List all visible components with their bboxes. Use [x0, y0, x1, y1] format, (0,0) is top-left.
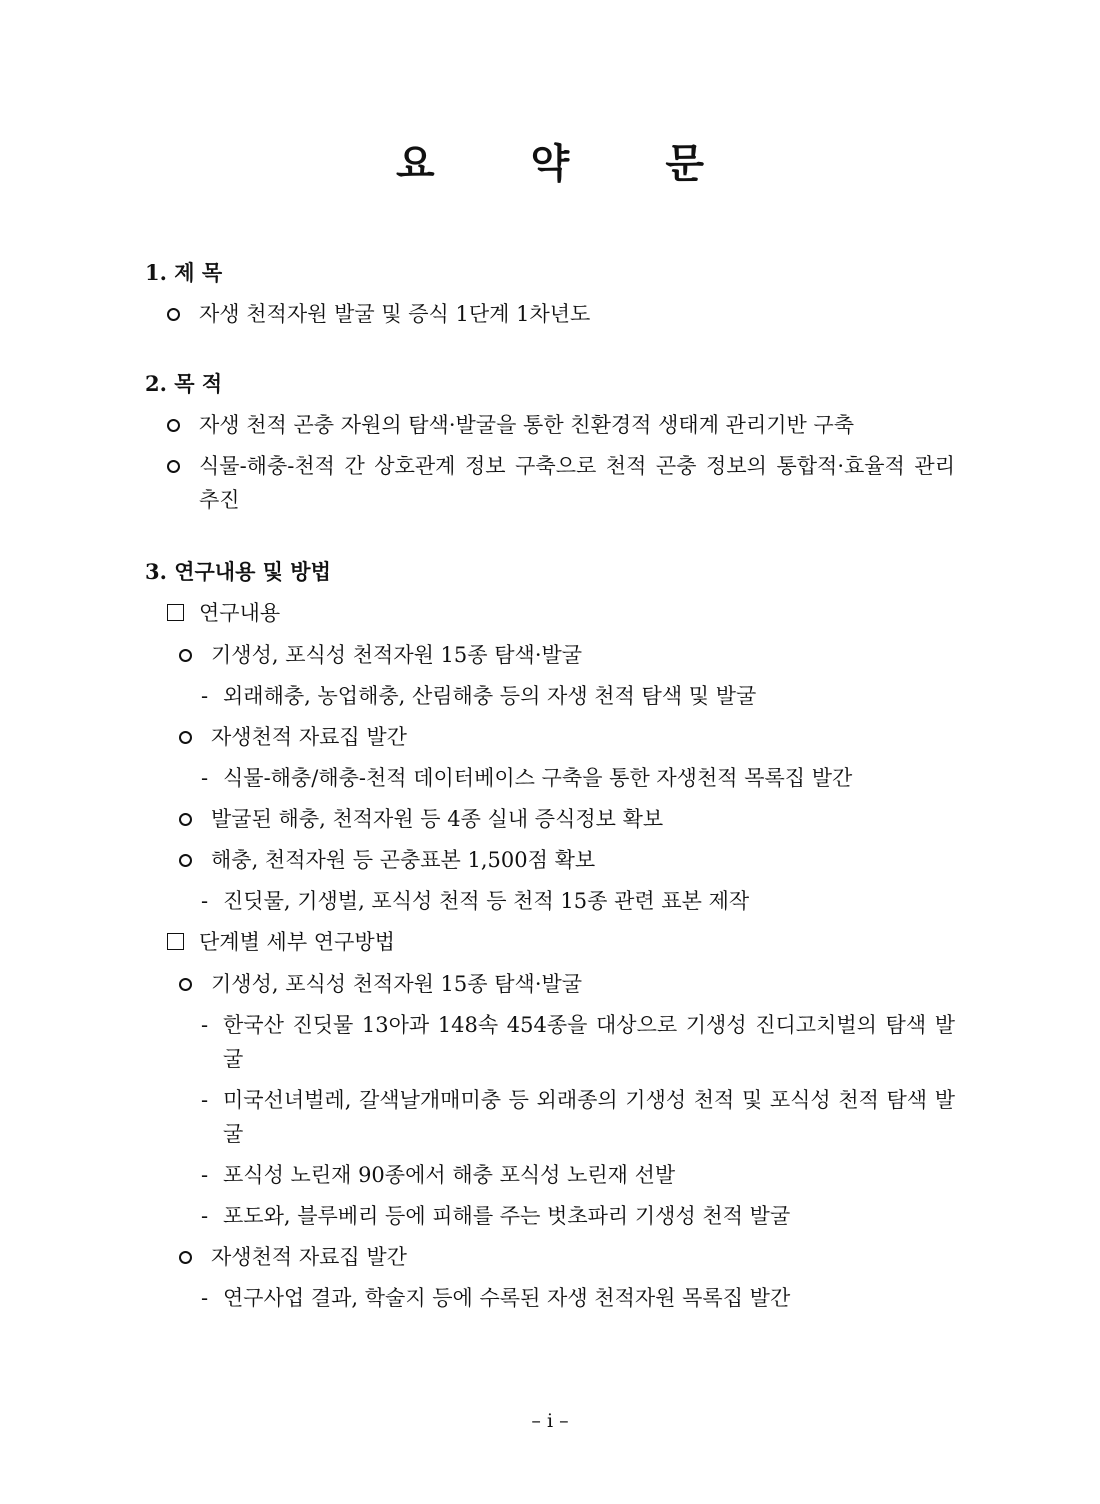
- square-bullet-icon: [167, 604, 184, 621]
- list-item: [145, 720, 955, 754]
- dash-bullet-icon: -: [201, 1286, 209, 1310]
- square-bullet-icon: [167, 933, 184, 950]
- dash-bullet-icon: -: [201, 1204, 209, 1228]
- title-char: 문: [665, 140, 704, 187]
- sub-list-item-text: 한국산 진딧물 13아과 148속 454종을 대상으로 기생성 진디고치벌의 탐색 발굴: [223, 1013, 955, 1071]
- subsection-label: 연구내용: [199, 601, 281, 625]
- dash-bullet-icon: -: [201, 1088, 209, 1112]
- sub-list-item: [145, 1199, 955, 1233]
- list-item: [145, 1240, 955, 1274]
- circle-bullet-icon: [179, 649, 192, 662]
- circle-bullet-icon: [179, 978, 192, 991]
- circle-bullet-icon: [167, 308, 180, 321]
- list-item: [145, 408, 955, 442]
- subsection-heading: [145, 596, 955, 631]
- list-item: [145, 967, 955, 1001]
- sub-list-item-text: 식물-해충/해충-천적 데이터베이스 구축을 통한 자생천적 목록집 발간: [223, 766, 853, 790]
- section-heading-methods: 3. 연구내용 및 방법: [145, 559, 331, 584]
- list-item-text: 발굴된 해충, 천적자원 등 4종 실내 증식정보 확보: [211, 807, 664, 831]
- sub-list-item: [145, 1083, 955, 1151]
- list-item: [145, 638, 955, 672]
- sub-list-item: [145, 1158, 955, 1192]
- page-title: [0, 132, 1100, 189]
- list-item: [145, 449, 955, 517]
- list-item-text: 자생 천적 곤충 자원의 탐색·발굴을 통한 친환경적 생태계 관리기반 구축: [199, 413, 855, 437]
- list-item-text: 자생천적 자료집 발간: [211, 725, 407, 749]
- circle-bullet-icon: [167, 460, 180, 473]
- summary-body: [145, 256, 955, 1315]
- list-item: [145, 297, 955, 331]
- list-item-text: 해충, 천적자원 등 곤충표본 1,500점 확보: [211, 848, 596, 872]
- title-char: 요: [396, 140, 435, 187]
- page-number: – i –: [531, 1410, 569, 1432]
- list-item-text: 자생 천적자원 발굴 및 증식 1단계 1차년도: [199, 302, 591, 326]
- sub-list-item-text: 미국선녀벌레, 갈색날개매미충 등 외래종의 기생성 천적 및 포식성 천적 탐색 발굴: [223, 1088, 955, 1146]
- dash-bullet-icon: -: [201, 1013, 209, 1037]
- section-heading-purpose: 2. 목 적: [145, 371, 223, 396]
- subsection-label: 단계별 세부 연구방법: [199, 930, 395, 954]
- dash-bullet-icon: -: [201, 766, 209, 790]
- section-heading-title: 1. 제 목: [145, 260, 223, 285]
- sub-list-item-text: 외래해충, 농업해충, 산림해충 등의 자생 천적 탐색 및 발굴: [223, 684, 757, 708]
- dash-bullet-icon: -: [201, 889, 209, 913]
- list-item-text: 기생성, 포식성 천적자원 15종 탐색·발굴: [211, 972, 583, 996]
- sub-list-item: [145, 761, 955, 795]
- circle-bullet-icon: [179, 854, 192, 867]
- list-item-text: 기생성, 포식성 천적자원 15종 탐색·발굴: [211, 643, 583, 667]
- circle-bullet-icon: [179, 813, 192, 826]
- list-item-text: 자생천적 자료집 발간: [211, 1245, 407, 1269]
- circle-bullet-icon: [179, 731, 192, 744]
- sub-list-item: [145, 1281, 955, 1315]
- dash-bullet-icon: -: [201, 684, 209, 708]
- list-item: [145, 802, 955, 836]
- sub-list-item-text: 포도와, 블루베리 등에 피해를 주는 벗초파리 기생성 천적 발굴: [223, 1204, 791, 1228]
- sub-list-item-text: 연구사업 결과, 학술지 등에 수록된 자생 천적자원 목록집 발간: [223, 1286, 791, 1310]
- subsection-heading: [145, 925, 955, 960]
- circle-bullet-icon: [167, 419, 180, 432]
- title-char: 약: [530, 140, 570, 187]
- circle-bullet-icon: [179, 1251, 192, 1264]
- sub-list-item: [145, 884, 955, 918]
- sub-list-item: [145, 679, 955, 713]
- dash-bullet-icon: -: [201, 1163, 209, 1187]
- sub-list-item-text: 포식성 노린재 90종에서 해충 포식성 노린재 선발: [223, 1163, 676, 1187]
- list-item-text: 식물-해충-천적 간 상호관계 정보 구축으로 천적 곤충 정보의 통합적·효율적 관리 추진: [199, 454, 955, 512]
- sub-list-item: [145, 1008, 955, 1076]
- sub-list-item-text: 진딧물, 기생벌, 포식성 천적 등 천적 15종 관련 표본 제작: [223, 889, 750, 913]
- list-item: [145, 843, 955, 877]
